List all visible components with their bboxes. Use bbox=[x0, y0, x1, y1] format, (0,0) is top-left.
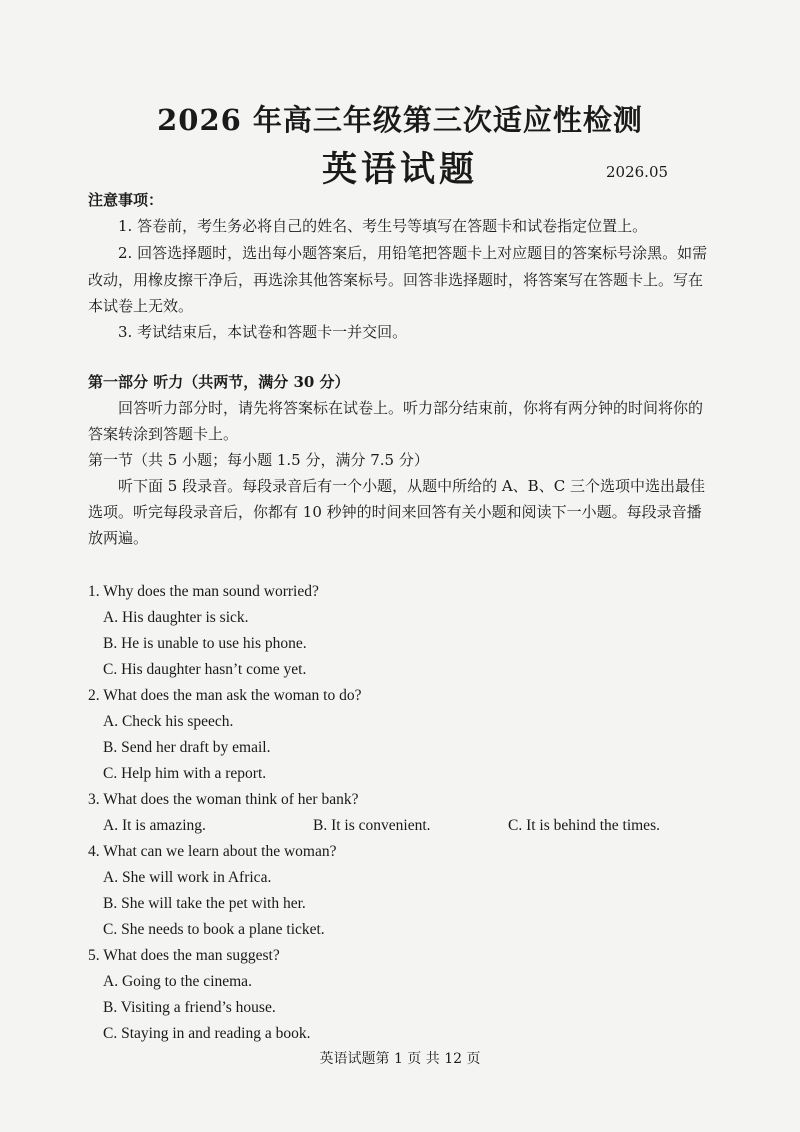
notice-line: 本试卷上无效。 bbox=[88, 297, 194, 315]
section1-instruction: 选项。听完每段录音后，你都有 10 秒钟的时间来回答有关小题和阅读下一小题。每段录音播 bbox=[88, 503, 702, 521]
option-a: A. Going to the cinema. bbox=[103, 973, 252, 990]
option-a: A. She will work in Africa. bbox=[103, 869, 272, 886]
option-c: C. Help him with a report. bbox=[103, 765, 267, 782]
section1-instruction: 听下面 5 段录音。每段录音后有一个小题，从题中所给的 A、B、C 三个选项中选出最佳 bbox=[118, 477, 705, 495]
option-c: C. Staying in and reading a book. bbox=[103, 1025, 311, 1042]
question-text: 3. What does the woman think of her bank? bbox=[88, 791, 359, 808]
option-b: B. She will take the pet with her. bbox=[103, 895, 306, 912]
notice-line: 改动，用橡皮擦干净后，再选涂其他答案标号。回答非选择题时，将答案写在答题卡上。写在 bbox=[88, 271, 704, 289]
notice-line: 2. 回答选择题时，选出每小题答案后，用铅笔把答题卡上对应题目的答案标号涂黑。如需 bbox=[118, 244, 708, 262]
option-a: A. Check his speech. bbox=[103, 713, 234, 730]
question-text: 5. What does the man suggest? bbox=[88, 947, 280, 964]
option-b: B. He is unable to use his phone. bbox=[103, 635, 307, 652]
notice-heading: 注意事项： bbox=[88, 191, 164, 209]
subject-title: 英语试题 bbox=[321, 149, 478, 190]
page-footer: 英语试题第 1 页 共 12 页 bbox=[319, 1051, 481, 1067]
notice-line: 3. 考试结束后，本试卷和答题卡一并交回。 bbox=[118, 323, 408, 341]
section1-instruction: 放两遍。 bbox=[88, 529, 149, 547]
option-a: A. His daughter is sick. bbox=[103, 609, 249, 626]
section1-heading: 第一节（共 5 小题；每小题 1.5 分，满分 7.5 分） bbox=[88, 451, 429, 469]
question-text: 4. What can we learn about the woman? bbox=[88, 843, 337, 860]
question-text: 1. Why does the man sound worried? bbox=[88, 583, 319, 600]
option-c: C. She needs to book a plane ticket. bbox=[103, 921, 325, 938]
option-c: C. His daughter hasn’t come yet. bbox=[103, 661, 307, 678]
part1-intro-line: 回答听力部分时，请先将答案标在试卷上。听力部分结束前，你将有两分钟的时间将你的 bbox=[118, 399, 704, 417]
option-a: A. It is amazing. bbox=[103, 817, 206, 834]
option-c: C. It is behind the times. bbox=[508, 817, 660, 834]
part1-intro-line: 答案转涂到答题卡上。 bbox=[88, 425, 239, 443]
exam-date: 2026.05 bbox=[606, 163, 669, 181]
part1-heading: 第一部分 听力（共两节，满分 30 分） bbox=[88, 373, 350, 391]
notice-line: 1. 答卷前，考生务必将自己的姓名、考生号等填写在答题卡和试卷指定位置上。 bbox=[118, 217, 648, 235]
option-b: B. It is convenient. bbox=[313, 817, 431, 834]
option-b: B. Visiting a friend’s house. bbox=[103, 999, 276, 1016]
exam-title: 2026 年高三年级第三次适应性检测 bbox=[157, 103, 643, 137]
option-b: B. Send her draft by email. bbox=[103, 739, 271, 756]
question-text: 2. What does the man ask the woman to do? bbox=[88, 687, 362, 704]
